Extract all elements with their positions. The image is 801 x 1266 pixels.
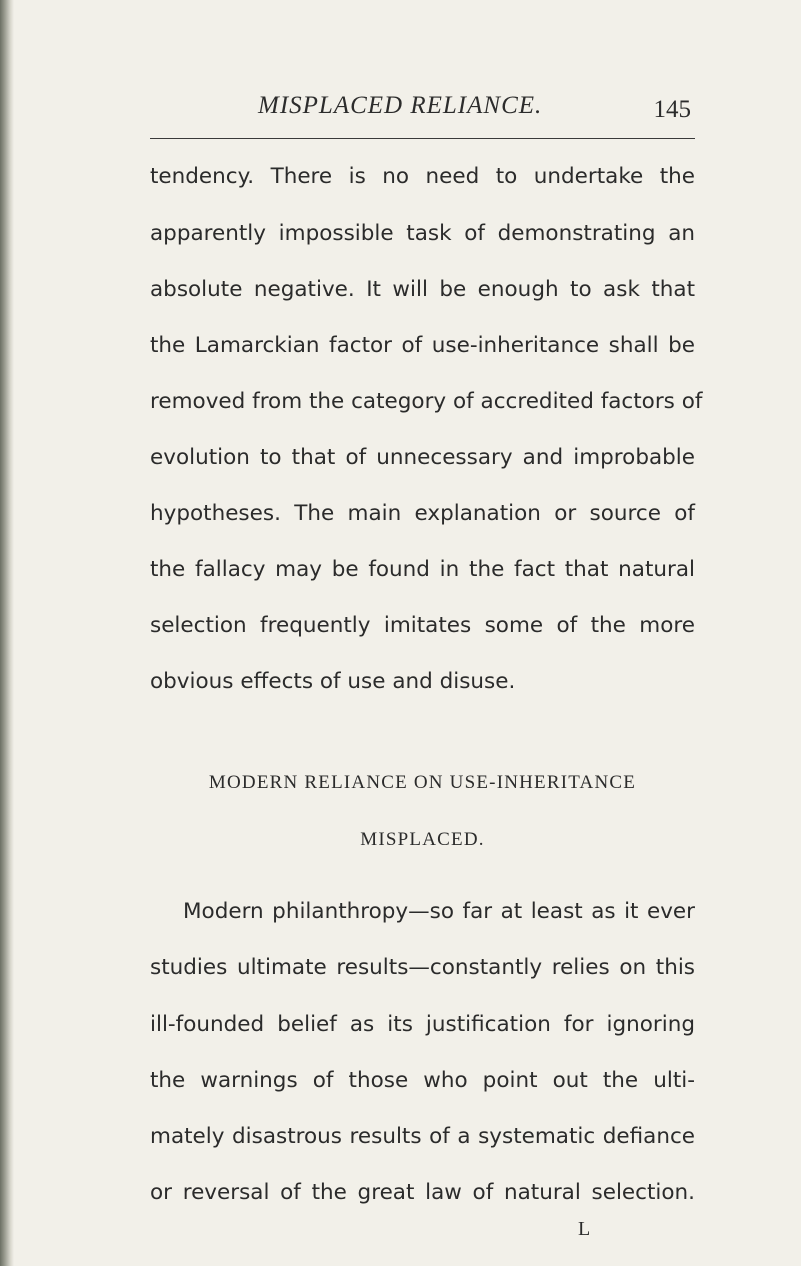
paragraph-line: obvious effects of use and disuse. — [150, 669, 516, 694]
paragraph-line: ill-founded belief as its justification for ignoring — [150, 1012, 695, 1037]
running-head — [150, 92, 695, 139]
paragraph-line: evolution to that of unnecessary and improbable — [150, 445, 695, 470]
paragraph-line: studies ultimate results—constantly relies on this — [150, 955, 695, 980]
signature-mark: L — [578, 1218, 591, 1240]
paragraph-line: or reversal of the great law of natural selection. — [150, 1180, 695, 1205]
paragraph-line: Modern philanthropy—so far at least as it ever — [183, 899, 695, 924]
paragraph-line: mately disastrous results of a systematic defiance — [150, 1124, 695, 1149]
running-title: MISPLACED RELIANCE. — [258, 92, 543, 119]
paragraph-line: absolute negative. It will be enough to ask that — [150, 277, 695, 302]
section-heading-line-2: MISPLACED. — [360, 829, 485, 850]
paragraph-line: hypotheses. The main explanation or source of — [150, 501, 695, 526]
paragraph-line: removed from the category of accredited factors of — [150, 389, 703, 414]
paragraph-line: the fallacy may be found in the fact that natural — [150, 557, 695, 582]
section-heading-line-1: MODERN RELIANCE ON USE-INHERITANCE — [208, 772, 637, 793]
page-number: 145 — [653, 96, 691, 123]
paragraph-line: selection frequently imitates some of the more — [150, 613, 695, 638]
paragraph-line: the warnings of those who point out the ulti- — [150, 1068, 695, 1093]
paragraph-line: the Lamarckian factor of use-inheritance shall be — [150, 333, 695, 358]
paragraph-line: tendency. There is no need to undertake the — [150, 164, 695, 189]
paragraph-line: apparently impossible task of demonstrating an — [150, 221, 695, 246]
